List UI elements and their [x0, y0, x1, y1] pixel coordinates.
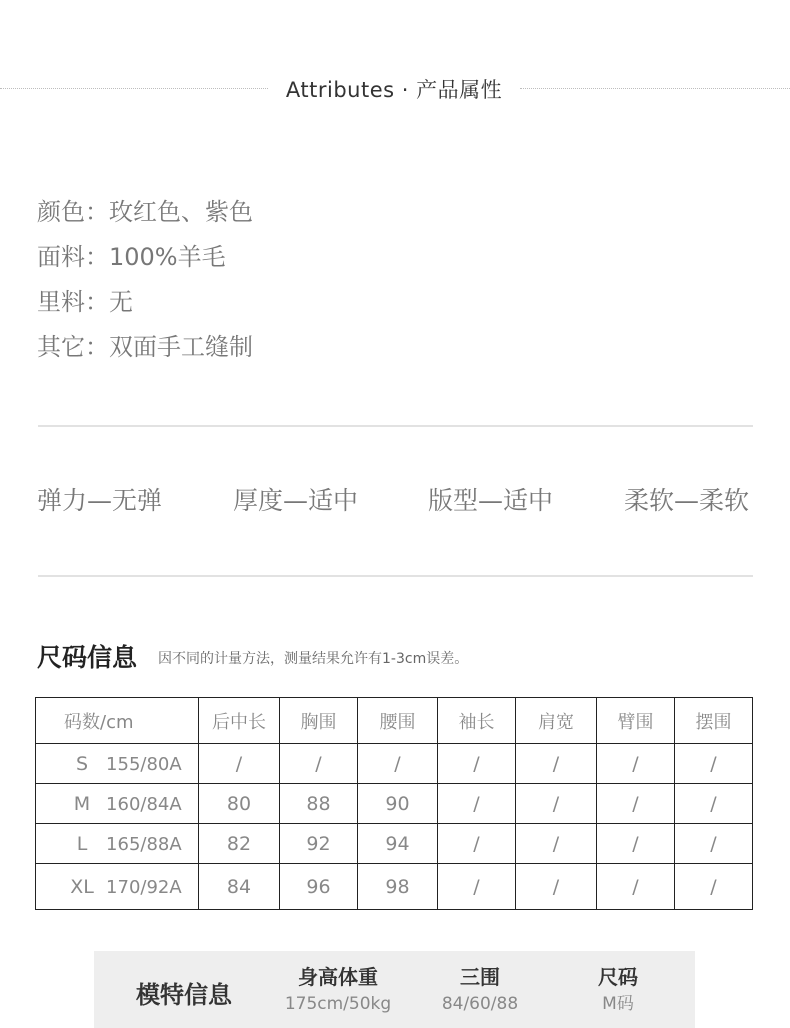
property-thickness: 厚度—适中: [233, 486, 359, 515]
model-info-key: 身高体重: [298, 965, 378, 989]
table-cell: /: [280, 744, 358, 784]
attribute-value: 无: [109, 288, 133, 316]
header-divider-left: [0, 88, 268, 89]
divider: [38, 575, 753, 577]
size-cell: [36, 864, 199, 910]
property-softness: 柔软—柔软: [624, 486, 750, 515]
model-info-value: 175cm/50kg: [284, 994, 392, 1014]
size-code: M: [73, 792, 91, 815]
table-cell: /: [597, 744, 675, 784]
table-cell: 90: [358, 784, 438, 824]
table-row: [36, 784, 753, 824]
attribute-value: 玫红色、紫色: [109, 198, 253, 226]
table-row: [36, 864, 753, 910]
size-spec: 160/84A: [106, 793, 182, 815]
table-cell: /: [438, 784, 516, 824]
attribute-value: 100%羊毛: [109, 243, 226, 271]
size-code: S: [75, 752, 89, 775]
table-cell: /: [358, 744, 438, 784]
column-header: 袖长: [438, 698, 516, 744]
model-height-weight: [278, 963, 398, 1017]
column-header: 臂围: [597, 698, 675, 744]
attribute-value: 双面手工缝制: [109, 333, 253, 361]
attribute-label: 面料：: [37, 243, 109, 271]
section-title-attributes: Attributes · 产品属性: [285, 78, 503, 102]
table-header-row: [36, 698, 753, 744]
table-cell: /: [597, 784, 675, 824]
size-spec: 165/88A: [106, 833, 182, 855]
column-header: 摆围: [675, 698, 753, 744]
table-cell: /: [199, 744, 280, 784]
column-header: 胸围: [280, 698, 358, 744]
size-spec: 170/92A: [106, 876, 182, 898]
model-info-label: 模特信息: [136, 981, 232, 1009]
table-cell: /: [675, 744, 753, 784]
size-cell: [36, 744, 199, 784]
attribute-label: 其它：: [37, 333, 109, 361]
model-info-key: 三围: [460, 965, 500, 989]
table-cell: /: [438, 744, 516, 784]
attribute-color: [37, 195, 253, 240]
model-info-value: 84/60/88: [441, 994, 519, 1014]
table-cell: /: [597, 824, 675, 864]
table-cell: /: [516, 744, 597, 784]
size-info-note: 因不同的计量方法，测量结果允许有1-3cm误差。: [158, 651, 469, 667]
column-header: 码数/cm: [36, 698, 199, 744]
table-cell: /: [516, 824, 597, 864]
attribute-lining: [37, 285, 253, 330]
table-cell: /: [438, 864, 516, 910]
table-cell: 96: [280, 864, 358, 910]
size-code: XL: [70, 875, 94, 898]
table-row: [36, 824, 753, 864]
size-cell: [36, 784, 199, 824]
size-info-title: 尺码信息: [37, 643, 138, 672]
property-fit: 版型—适中: [428, 486, 554, 515]
table-cell: /: [675, 824, 753, 864]
attribute-other: [37, 330, 253, 375]
attribute-list: [37, 195, 253, 375]
table-cell: /: [597, 864, 675, 910]
property-elasticity: 弹力—无弹: [37, 486, 163, 515]
model-info-key: 尺码: [598, 965, 638, 989]
size-cell: [36, 824, 199, 864]
table-cell: 80: [199, 784, 280, 824]
table-row: [36, 744, 753, 784]
model-size: [568, 963, 668, 1017]
column-header: 后中长: [199, 698, 280, 744]
size-code: L: [76, 832, 88, 855]
table-cell: 82: [199, 824, 280, 864]
attribute-fabric: [37, 240, 253, 285]
divider: [38, 425, 753, 427]
table-cell: /: [516, 864, 597, 910]
table-cell: /: [675, 864, 753, 910]
table-cell: /: [438, 824, 516, 864]
table-cell: 92: [280, 824, 358, 864]
table-cell: /: [516, 784, 597, 824]
table-cell: 84: [199, 864, 280, 910]
table-cell: 94: [358, 824, 438, 864]
column-header: 腰围: [358, 698, 438, 744]
attribute-label: 里料：: [37, 288, 109, 316]
column-header: 肩宽: [516, 698, 597, 744]
attribute-label: 颜色：: [37, 198, 109, 226]
table-cell: 88: [280, 784, 358, 824]
table-cell: /: [675, 784, 753, 824]
header-divider-right: [520, 88, 790, 89]
size-spec: 155/80A: [106, 753, 182, 775]
model-measurements: [425, 963, 535, 1017]
size-table: [35, 697, 753, 910]
model-info-value: M码: [602, 994, 634, 1014]
table-cell: 98: [358, 864, 438, 910]
